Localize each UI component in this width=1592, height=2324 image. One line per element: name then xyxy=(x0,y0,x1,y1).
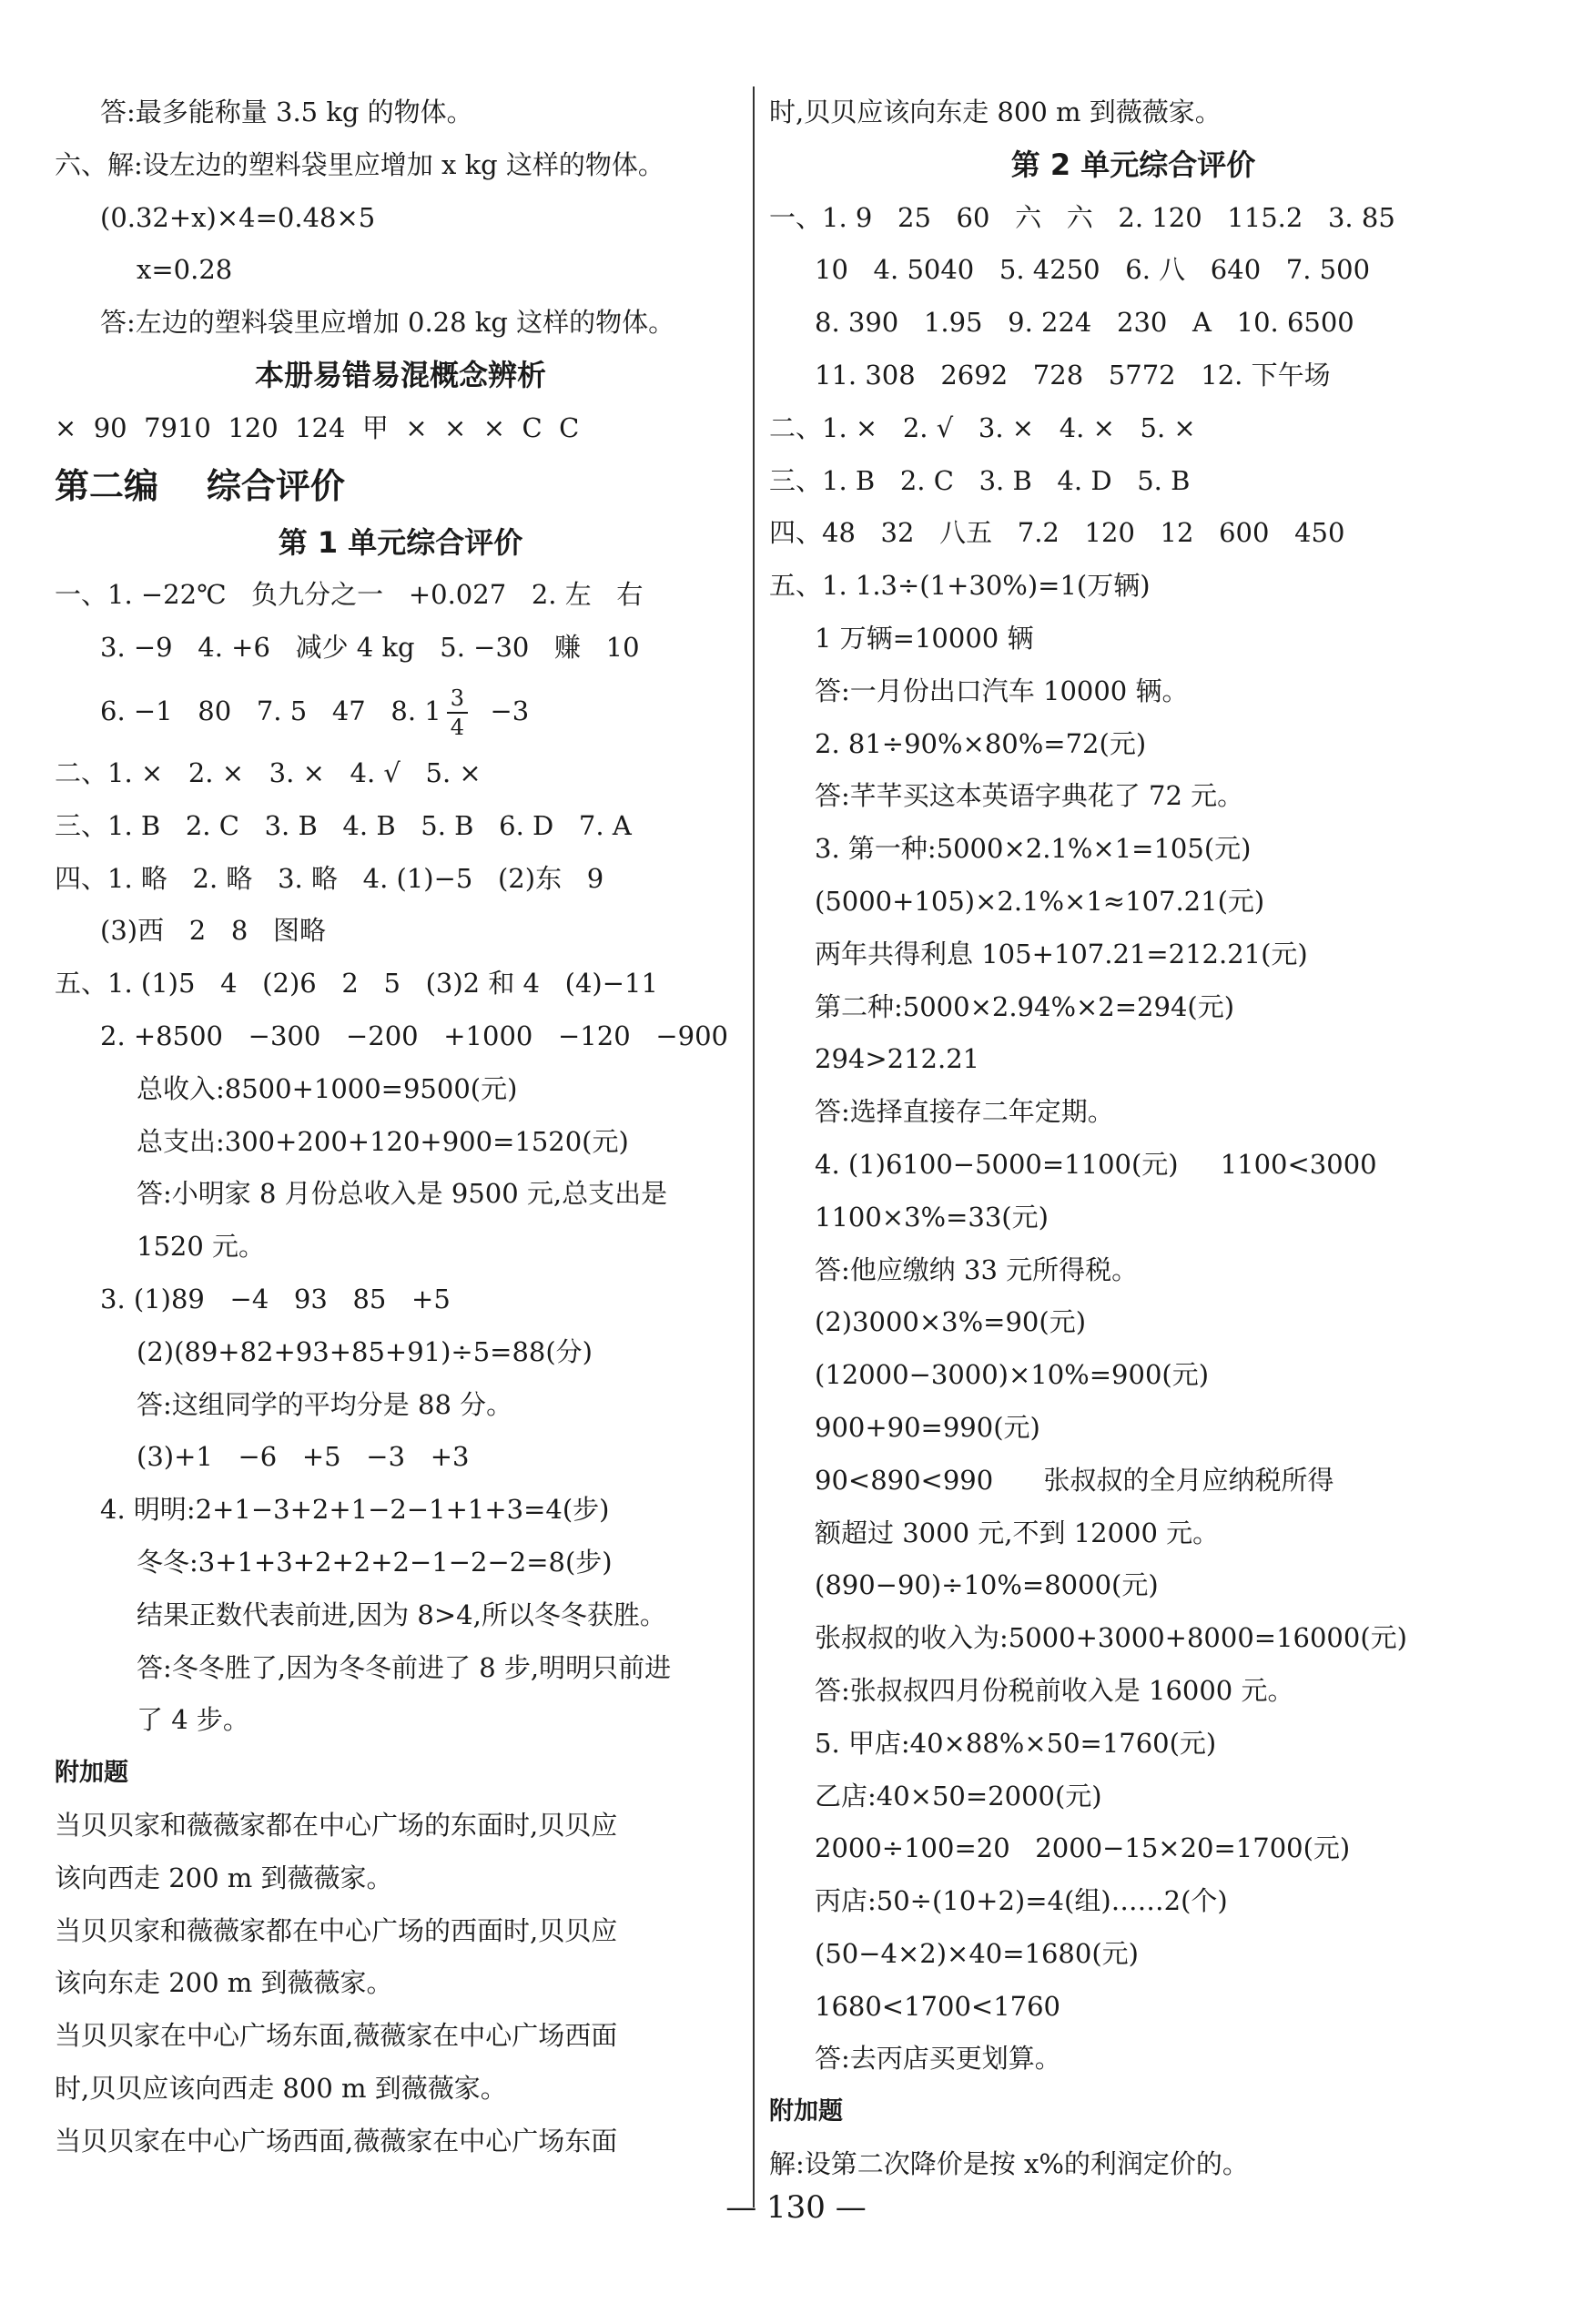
answer-line xyxy=(769,1928,1497,1981)
line-text: 张叔叔的收入为:5000+3000+8000=16000(元) xyxy=(815,1622,1407,1654)
answer-line xyxy=(769,876,1497,929)
line-text: 2. 81÷90%×80%=72(元) xyxy=(815,727,1147,759)
line-text: 了 4 步。 xyxy=(137,1704,249,1736)
line-text: (2)(89+82+93+85+91)÷5=88(分) xyxy=(137,1335,593,1367)
line-text: (12000−3000)×10%=900(元) xyxy=(815,1359,1210,1391)
line-text: (5000+105)×2.1%×1≈107.21(元) xyxy=(815,885,1265,917)
line-text: 1520 元。 xyxy=(137,1231,266,1263)
section-title xyxy=(769,139,1497,192)
line-text: 11. 308 2692 728 5772 12. 下午场 xyxy=(815,359,1331,391)
answer-line xyxy=(769,1455,1497,1507)
answer-line xyxy=(55,2010,746,2063)
answer-line xyxy=(55,244,746,297)
fraction xyxy=(447,685,468,741)
answer-line xyxy=(55,958,746,1010)
answer-line xyxy=(769,455,1497,508)
answer-line xyxy=(769,244,1497,297)
line-text: 时,贝贝应该向东走 800 m 到薇薇家。 xyxy=(769,96,1222,127)
line-text: 第 2 单元综合评价 xyxy=(1010,147,1256,182)
answer-line xyxy=(55,1905,746,1958)
answer-line xyxy=(55,402,746,455)
answer-line xyxy=(55,569,746,622)
line-text: (3)西 2 8 图略 xyxy=(100,915,326,947)
line-text: 5. 甲店:40×88%×50=1760(元) xyxy=(815,1727,1217,1759)
answer-line xyxy=(55,1326,746,1379)
answer-line xyxy=(769,402,1497,455)
line-text: 4. (1)6100−5000=1100(元) 1100<3000 xyxy=(815,1148,1377,1180)
answer-line xyxy=(769,1296,1497,1349)
answer-line xyxy=(769,1507,1497,1560)
line-text: 8. 390 1.95 9. 224 230 A 10. 6500 xyxy=(815,307,1354,339)
answer-line xyxy=(769,981,1497,1034)
fraction-denominator: 4 xyxy=(450,714,465,740)
answer-line xyxy=(55,1694,746,1747)
answer-line xyxy=(769,718,1497,771)
answer-line xyxy=(55,800,746,853)
line-text: 四、1. 略 2. 略 3. 略 4. (1)−5 (2)东 9 xyxy=(55,862,604,894)
line-text: 294>212.21 xyxy=(815,1043,980,1075)
answer-line xyxy=(55,1274,746,1326)
answer-line xyxy=(55,86,746,139)
answer-line xyxy=(769,2033,1497,2086)
line-text: 丙店:50÷(10+2)=4(组)……2(个) xyxy=(815,1885,1228,1917)
answer-line xyxy=(769,1981,1497,2034)
line-text: 答:一月份出口汽车 10000 辆。 xyxy=(815,675,1189,706)
answer-line xyxy=(55,1852,746,1905)
line-text: 答:小明家 8 月份总收入是 9500 元,总支出是 xyxy=(137,1178,668,1210)
line-text: 90<890<990 张叔叔的全月应纳税所得 xyxy=(815,1464,1334,1496)
line-text: 答:冬冬胜了,因为冬冬前进了 8 步,明明只前进 xyxy=(137,1651,672,1683)
left-column xyxy=(55,86,746,2167)
answer-line xyxy=(55,1484,746,1537)
answer-line xyxy=(769,350,1497,402)
line-text: 1100×3%=33(元) xyxy=(815,1201,1049,1233)
answer-line xyxy=(55,1537,746,1589)
line-text: 三、1. B 2. C 3. B 4. D 5. B xyxy=(769,464,1191,496)
answer-line xyxy=(769,1559,1497,1612)
answer-line xyxy=(55,1116,746,1169)
line-text: 答:最多能称量 3.5 kg 的物体。 xyxy=(100,96,473,127)
line-text: (0.32+x)×4=0.48×5 xyxy=(100,201,376,233)
answer-line xyxy=(769,929,1497,981)
fraction-numerator: 3 xyxy=(447,685,468,714)
answer-line xyxy=(55,853,746,906)
line-text: 第 1 单元综合评价 xyxy=(278,524,523,560)
line-text: 乙店:40×50=2000(元) xyxy=(815,1780,1102,1812)
answer-line xyxy=(55,1063,746,1116)
answer-line xyxy=(769,1665,1497,1718)
line-text: 当贝贝家和薇薇家都在中心广场的西面时,贝贝应 xyxy=(55,1914,618,1946)
answer-line xyxy=(55,1957,746,2010)
line-text: 1680<1700<1760 xyxy=(815,1990,1061,2022)
line-text: (50−4×2)×40=1680(元) xyxy=(815,1937,1139,1969)
answer-line xyxy=(55,2116,746,2168)
line-text: 1 万辆=10000 辆 xyxy=(815,622,1034,654)
line-text: 3. −9 4. +6 减少 4 kg 5. −30 赚 10 xyxy=(100,632,640,664)
answer-line xyxy=(55,139,746,192)
answer-line xyxy=(55,1800,746,1852)
line-text: 3. (1)89 −4 93 85 +5 xyxy=(100,1283,451,1314)
line-text: 冬冬:3+1+3+2+2+2−1−2−2=8(步) xyxy=(137,1546,613,1578)
line-text: 当贝贝家在中心广场东面,薇薇家在中心广场西面 xyxy=(55,2020,618,2052)
answer-line xyxy=(769,823,1497,876)
line-text: × 90 7910 120 124 甲 × × × C C xyxy=(55,411,580,443)
answer-line xyxy=(769,560,1497,613)
line-text: 三、1. B 2. C 3. B 4. B 5. B 6. D 7. A xyxy=(55,809,632,841)
answer-line xyxy=(55,1379,746,1432)
line-text: 答:张叔叔四月份税前收入是 16000 元。 xyxy=(815,1674,1294,1706)
answer-line xyxy=(55,1642,746,1695)
line-text: 结果正数代表前进,因为 8>4,所以冬冬获胜。 xyxy=(137,1598,666,1630)
line-text: 二、1. × 2. √ 3. × 4. × 5. × xyxy=(769,411,1196,443)
answer-line xyxy=(769,1718,1497,1771)
column-divider xyxy=(753,86,755,2207)
answer-line xyxy=(769,613,1497,665)
line-text: 时,贝贝应该向西走 800 m 到薇薇家。 xyxy=(55,2072,507,2104)
answer-line xyxy=(55,1431,746,1484)
line-text: 答:他应缴纳 33 元所得税。 xyxy=(815,1253,1139,1285)
line-text: 总支出:300+200+120+900=1520(元) xyxy=(137,1125,629,1157)
answer-line xyxy=(55,1010,746,1063)
line-text: 五、1. 1.3÷(1+30%)=1(万辆) xyxy=(769,570,1151,602)
line-text: 6. −1 80 7. 5 47 8. 1 xyxy=(100,695,441,726)
line-text: 两年共得利息 105+107.21=212.21(元) xyxy=(815,938,1308,969)
line-text: 五、1. (1)5 4 (2)6 2 5 (3)2 和 4 (4)−11 xyxy=(55,968,658,1000)
bonus-heading xyxy=(769,2086,1497,2138)
answer-line xyxy=(769,2138,1497,2191)
line-text: 答:这组同学的平均分是 88 分。 xyxy=(137,1388,513,1420)
line-text: 一、1. −22℃ 负九分之一 +0.027 2. 左 右 xyxy=(55,579,644,611)
answer-line xyxy=(769,1139,1497,1192)
answer-line xyxy=(55,2063,746,2116)
answer-line xyxy=(55,747,746,800)
line-text: 一、1. 9 25 60 六 六 2. 120 115.2 3. 85 xyxy=(769,201,1395,233)
answer-line xyxy=(55,1589,746,1642)
line-text: 2. +8500 −300 −200 +1000 −120 −900 xyxy=(100,1020,728,1051)
answer-line xyxy=(769,1822,1497,1875)
answer-line xyxy=(769,1033,1497,1086)
right-column xyxy=(769,86,1497,2191)
answer-line xyxy=(769,507,1497,560)
answer-line xyxy=(55,622,746,675)
line-text: 本册易错易混概念辨析 xyxy=(254,357,546,392)
line-tail: −3 xyxy=(473,695,530,726)
answer-line xyxy=(55,905,746,958)
answer-line xyxy=(769,1086,1497,1139)
line-text: 该向西走 200 m 到薇薇家。 xyxy=(55,1862,393,1893)
part-heading xyxy=(55,455,746,517)
line-text: 答:芊芊买这本英语字典花了 72 元。 xyxy=(815,780,1244,812)
line-text: 六、解:设左边的塑料袋里应增加 x kg 这样的物体。 xyxy=(55,148,664,180)
answer-line xyxy=(769,1349,1497,1402)
line-text: 总收入:8500+1000=9500(元) xyxy=(137,1072,518,1104)
line-text: 10 4. 5040 5. 4250 6. 八 640 7. 500 xyxy=(815,254,1371,286)
line-text: 该向东走 200 m 到薇薇家。 xyxy=(55,1967,393,1999)
line-text: 解:设第二次降价是按 x%的利润定价的。 xyxy=(769,2148,1249,2180)
answer-line xyxy=(769,665,1497,718)
answer-line xyxy=(769,1875,1497,1928)
line-text: 答:去丙店买更划算。 xyxy=(815,2043,1061,2075)
line-text: 额超过 3000 元,不到 12000 元。 xyxy=(815,1517,1220,1548)
answer-line xyxy=(769,1771,1497,1823)
line-text: (890−90)÷10%=8000(元) xyxy=(815,1569,1159,1601)
line-text: 当贝贝家在中心广场西面,薇薇家在中心广场东面 xyxy=(55,2125,618,2157)
section-title xyxy=(55,350,746,402)
answer-line xyxy=(769,297,1497,350)
section-title xyxy=(55,517,746,570)
line-text: 答:选择直接存二年定期。 xyxy=(815,1096,1114,1128)
line-text: 3. 第一种:5000×2.1%×1=105(元) xyxy=(815,833,1252,865)
answer-line xyxy=(769,770,1497,823)
line-text: 附加题 xyxy=(769,2097,843,2126)
line-text: 二、1. × 2. × 3. × 4. √ 5. × xyxy=(55,756,482,788)
line-text: 第二种:5000×2.94%×2=294(元) xyxy=(815,990,1235,1022)
answer-line xyxy=(769,1402,1497,1455)
line-text: 四、48 32 八五 7.2 120 12 600 450 xyxy=(769,517,1345,549)
line-text: x=0.28 xyxy=(137,254,233,286)
line-text: 当贝贝家和薇薇家都在中心广场的东面时,贝贝应 xyxy=(55,1809,618,1841)
answer-line xyxy=(769,86,1497,139)
answer-line xyxy=(769,192,1497,245)
answer-line xyxy=(55,297,746,350)
answer-line xyxy=(55,192,746,245)
line-text: 第二编 综合评价 xyxy=(55,465,345,506)
answer-line xyxy=(55,675,746,747)
answer-line xyxy=(769,1612,1497,1665)
answer-line xyxy=(55,1168,746,1221)
answer-line xyxy=(55,1221,746,1274)
answer-line xyxy=(769,1192,1497,1244)
answer-line xyxy=(769,1244,1497,1297)
line-text: 2000÷100=20 2000−15×20=1700(元) xyxy=(815,1832,1351,1864)
line-text: (2)3000×3%=90(元) xyxy=(815,1306,1087,1338)
line-text: 答:左边的塑料袋里应增加 0.28 kg 这样的物体。 xyxy=(100,307,675,339)
line-text: 附加题 xyxy=(55,1759,128,1788)
bonus-heading xyxy=(55,1747,746,1800)
page-number: — 130 — xyxy=(725,2189,867,2226)
line-text: 900+90=990(元) xyxy=(815,1411,1040,1443)
line-text: (3)+1 −6 +5 −3 +3 xyxy=(137,1441,470,1473)
line-text: 4. 明明:2+1−3+2+1−2−1+1+3=4(步) xyxy=(100,1494,610,1526)
